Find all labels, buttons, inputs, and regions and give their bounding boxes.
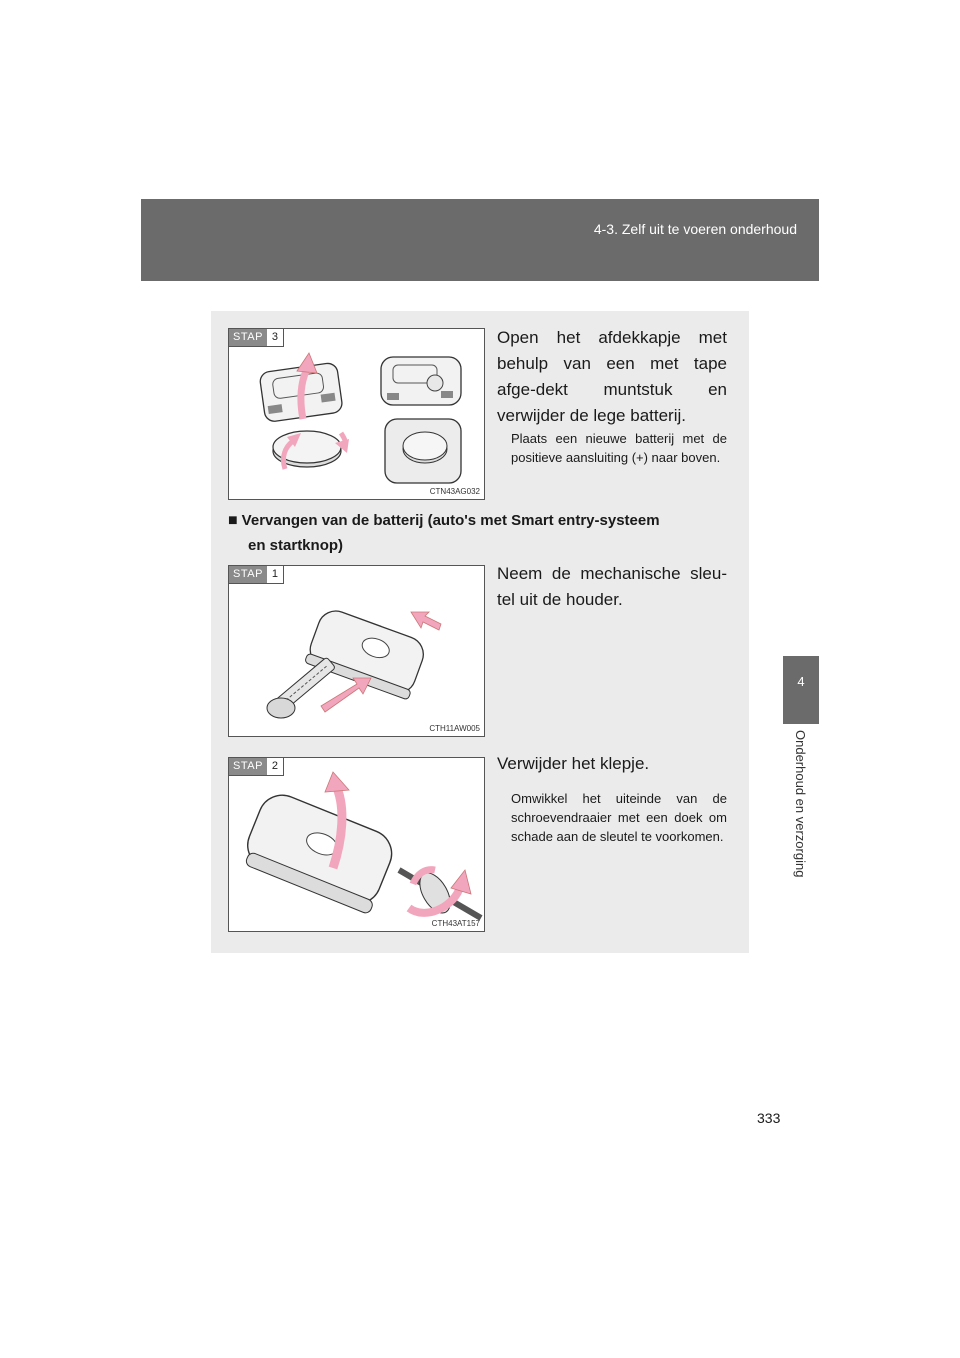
section-heading [228, 508, 728, 558]
step1-illustration [228, 565, 485, 737]
step3-badge-number: 3 [271, 331, 279, 343]
section-heading-line1: Vervangen van de batterij (auto's met Smart entry-systeem [241, 512, 660, 529]
step1-image-code: CTH11AW005 [429, 724, 480, 733]
chapter-tab-label-text: Onderhoud en verzorging [793, 730, 808, 878]
step3-badge-label: STAP [229, 329, 267, 346]
step3-note: Plaats een nieuwe batterij met de positieve aansluiting (+) naar boven. [511, 431, 727, 465]
chapter-title: 4-3. Zelf uit te voeren onderhoud [593, 221, 797, 237]
chapter-tab-number: 4 [797, 674, 805, 689]
section-bullet: ■ [228, 512, 238, 529]
cover-removal-drawing [229, 758, 484, 931]
step1-badge [229, 566, 284, 584]
step1-instruction: Neem de mechanische sleu-tel uit de houder. [497, 564, 727, 609]
battery-replacement-drawing [229, 329, 484, 499]
step3-badge [229, 329, 284, 347]
chapter-header [141, 199, 819, 281]
step3-image-code: CTN43AG032 [429, 487, 480, 496]
chapter-tab [783, 656, 819, 724]
step2-note: Omwikkel het uiteinde van de schroevendraaier met een doek om schade aan de sleutel te voorkomen. [511, 791, 727, 844]
chapter-tab-label [788, 730, 814, 930]
step3-illustration [228, 328, 485, 500]
step2-illustration [228, 757, 485, 932]
step3-instruction: Open het afdekkapje met behulp van een met tape afge-dekt muntstuk en verwijder de lege batterij. [497, 328, 727, 425]
content-panel [211, 311, 749, 953]
step1-badge-label: STAP [229, 566, 267, 583]
page-number: 333 [757, 1110, 781, 1126]
step2-image-code: CTH43AT157 [431, 919, 480, 928]
step2-badge-label: STAP [229, 758, 267, 775]
mechanical-key-removal-drawing [229, 566, 484, 736]
step2-instruction: Verwijder het klepje. [497, 754, 650, 773]
step1-badge-number: 1 [271, 568, 279, 580]
section-heading-line2: en startknop) [248, 537, 344, 554]
step2-badge-number: 2 [271, 760, 279, 772]
step2-badge [229, 758, 284, 776]
